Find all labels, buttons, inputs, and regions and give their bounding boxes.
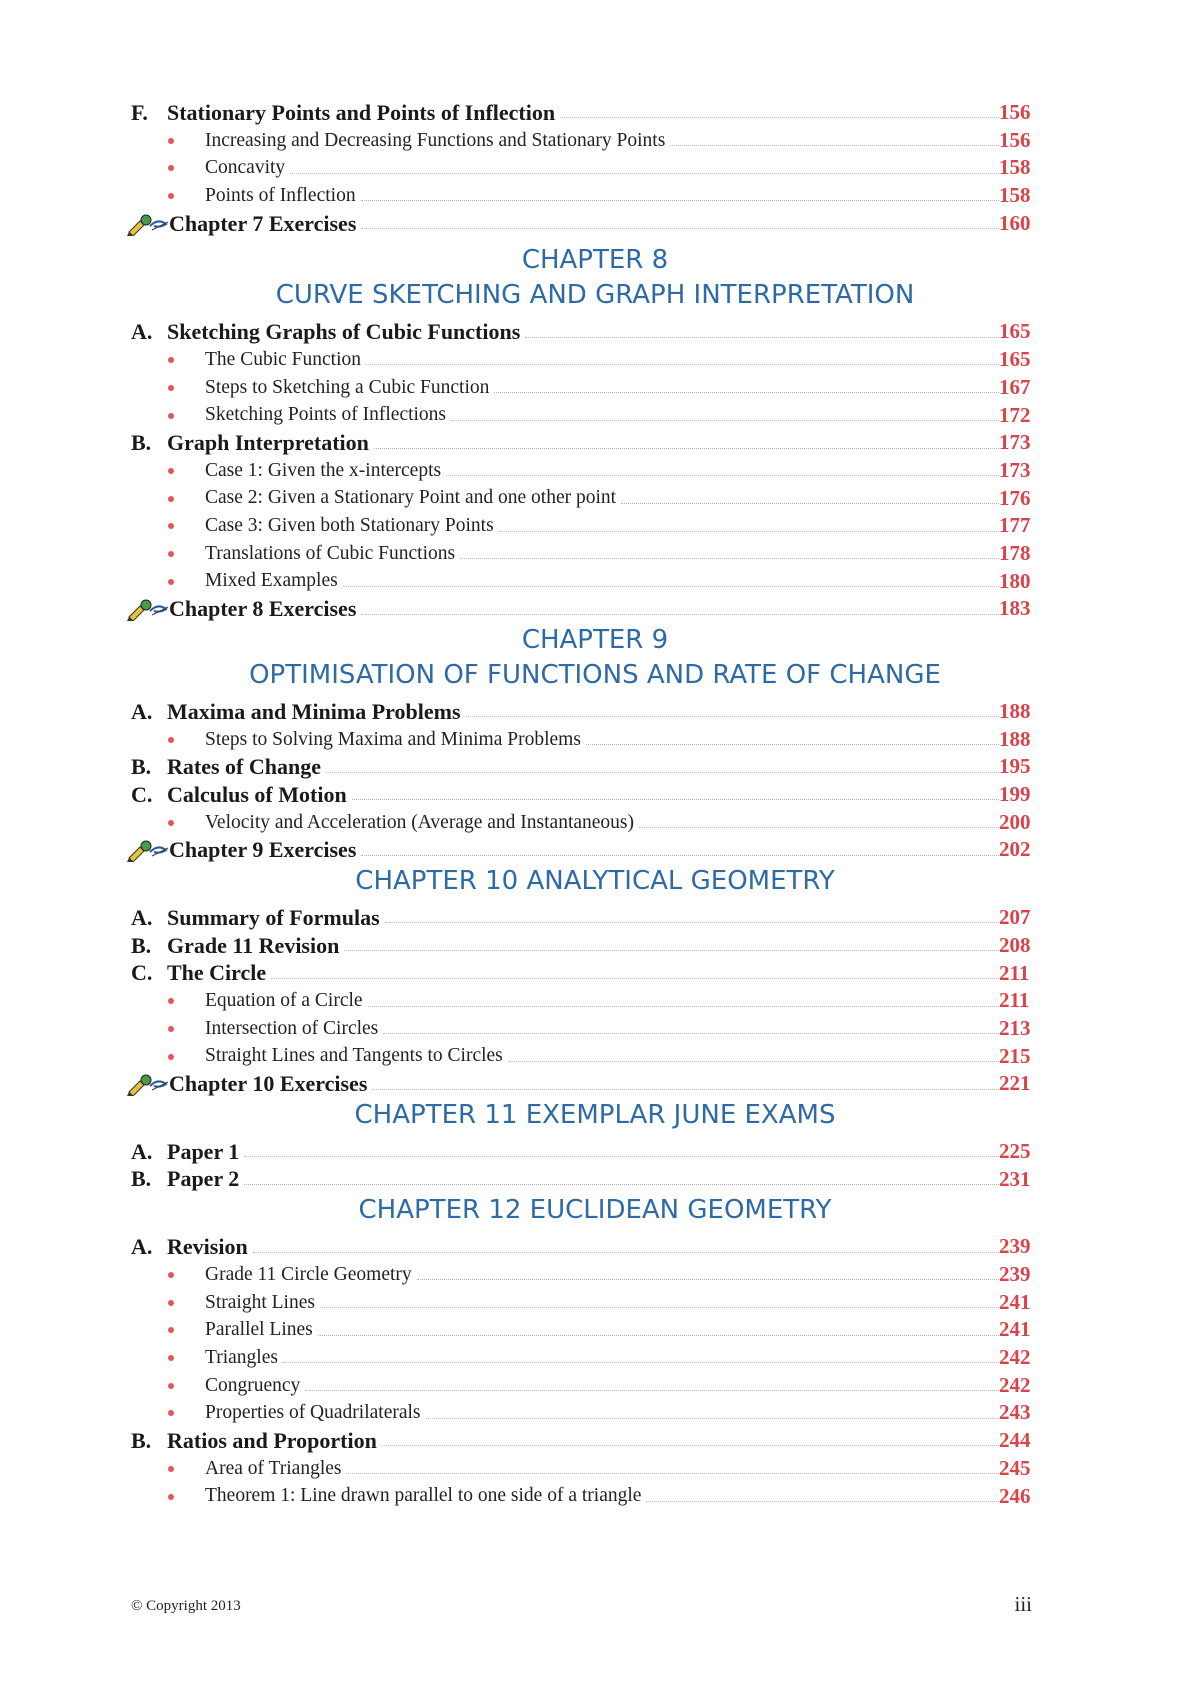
entry-title: Concavity	[205, 157, 286, 179]
bullet-dot-icon	[168, 1466, 174, 1472]
dot-leader	[361, 200, 999, 201]
bullet-dot-icon	[168, 1054, 174, 1060]
entry-title: Steps to Sketching a Cubic Function	[205, 376, 490, 398]
section-letter: B.	[131, 754, 152, 780]
toc-subsection-entry[interactable]: Case 3: Given both Stationary Points 177	[0, 512, 1190, 540]
section-letter: A.	[131, 1138, 153, 1164]
toc-section-entry[interactable]: C. Calculus of Motion 199	[131, 781, 1031, 807]
entry-title: Area of Triangles	[205, 1457, 342, 1479]
entry-title: Straight Lines	[205, 1291, 315, 1313]
dot-leader	[670, 145, 999, 146]
bullet-dot-icon	[168, 193, 174, 199]
bullet-dot-icon	[168, 523, 174, 529]
toc-exercises-entry[interactable]: Chapter 9 Exercises 202	[0, 836, 1190, 864]
dot-leader	[320, 1307, 999, 1308]
dot-leader	[639, 827, 999, 828]
bullet-dot-icon	[168, 1383, 174, 1389]
toc-section-entry[interactable]: F. Stationary Points and Points of Inflection 156	[131, 99, 1031, 125]
section-letter: F.	[131, 99, 148, 125]
toc-section-entry[interactable]: B. Paper 2 231	[131, 1166, 1031, 1192]
bullet-dot-icon	[168, 468, 174, 474]
toc-subsection-entry[interactable]: Straight Lines 241	[0, 1289, 1190, 1317]
dot-leader	[417, 1279, 999, 1280]
toc-section-entry[interactable]: B. Ratios and Proportion 244	[131, 1427, 1031, 1453]
toc-section-entry[interactable]: B. Rates of Change 195	[131, 754, 1031, 780]
toc-subsection-entry[interactable]: Sketching Points of Inflections 172	[0, 402, 1190, 430]
dot-leader	[361, 614, 999, 615]
entry-title: The Circle	[167, 960, 267, 986]
toc-section-entry[interactable]: B. Grade 11 Revision 208	[131, 932, 1031, 958]
section-letter: A.	[131, 1234, 153, 1260]
toc-subsection-entry[interactable]: Translations of Cubic Functions 178	[0, 540, 1190, 568]
toc-exercises-entry[interactable]: Chapter 10 Exercises 221	[0, 1070, 1190, 1098]
dot-leader	[244, 1184, 999, 1185]
toc-subsection-entry[interactable]: Area of Triangles 245	[0, 1455, 1190, 1483]
toc-section-entry[interactable]: A. Revision 239	[131, 1234, 1031, 1260]
toc-section-entry[interactable]: C. The Circle 211	[131, 960, 1030, 986]
entry-title: Increasing and Decreasing Functions and Stationary Points	[205, 129, 666, 151]
entry-title: Triangles	[205, 1346, 278, 1368]
table-of-contents	[0, 99, 1190, 1510]
toc-exercises-entry[interactable]: Chapter 7 Exercises 160	[0, 210, 1190, 238]
copyright-notice: © Copyright 2013	[131, 1598, 241, 1614]
dot-leader	[352, 799, 999, 800]
entry-title: Properties of Quadrilaterals	[205, 1402, 421, 1424]
chapter-heading	[0, 1098, 1190, 1133]
toc-subsection-entry[interactable]: Points of Inflection 158	[0, 182, 1190, 210]
entry-title: Grade 11 Revision	[167, 932, 340, 958]
dot-leader	[343, 586, 999, 587]
bullet-dot-icon	[168, 820, 174, 826]
dot-leader	[508, 1061, 999, 1062]
entry-title: Calculus of Motion	[167, 781, 347, 807]
bullet-dot-icon	[168, 385, 174, 391]
toc-section-entry[interactable]: A. Paper 1 225	[131, 1138, 1031, 1164]
entry-title: Translations of Cubic Functions	[205, 542, 456, 564]
section-letter: C.	[131, 781, 153, 807]
dot-leader	[271, 978, 999, 979]
bullet-dot-icon	[168, 138, 174, 144]
entry-title: Paper 2	[167, 1166, 240, 1192]
entry-title: Case 3: Given both Stationary Points	[205, 515, 494, 537]
dot-leader	[446, 475, 999, 476]
dot-leader	[426, 1418, 999, 1419]
entry-title: Sketching Points of Inflections	[205, 404, 447, 426]
entry-title: Theorem 1: Line drawn parallel to one side of a triangle	[205, 1485, 642, 1507]
chapter-heading-line: CHAPTER 12 EUCLIDEAN GEOMETRY	[358, 1195, 832, 1226]
dot-leader	[460, 558, 999, 559]
toc-subsection-entry[interactable]: Properties of Quadrilaterals 243	[0, 1399, 1190, 1427]
entry-title: Congruency	[205, 1374, 301, 1396]
entry-title: Case 2: Given a Stationary Point and one other point	[205, 487, 617, 509]
toc-subsection-entry[interactable]: Straight Lines and Tangents to Circles 215	[0, 1043, 1190, 1071]
dot-leader	[244, 1156, 999, 1157]
toc-subsection-entry[interactable]: Grade 11 Circle Geometry 239	[0, 1261, 1190, 1289]
dot-leader	[525, 337, 999, 338]
toc-subsection-entry[interactable]: Increasing and Decreasing Functions and Stationary Points 156	[0, 127, 1190, 155]
toc-subsection-entry[interactable]: The Cubic Function 165	[0, 346, 1190, 374]
dot-leader	[646, 1501, 999, 1502]
entry-title: Chapter 7 Exercises	[169, 210, 357, 236]
dot-leader	[361, 855, 999, 856]
toc-subsection-entry[interactable]: Case 1: Given the x-intercepts 173	[0, 457, 1190, 485]
bullet-dot-icon	[168, 1327, 174, 1333]
pencil-writing-icon	[126, 838, 170, 862]
chapter-heading	[0, 1193, 1190, 1228]
entry-title: Summary of Formulas	[167, 904, 380, 930]
dot-leader	[374, 448, 999, 449]
toc-subsection-entry[interactable]: Congruency 242	[0, 1372, 1190, 1400]
dot-leader	[621, 503, 999, 504]
entry-title: Velocity and Acceleration (Average and Instantaneous)	[205, 811, 634, 833]
entry-title: Ratios and Proportion	[167, 1427, 377, 1453]
dot-leader	[253, 1252, 999, 1253]
entry-title: Chapter 8 Exercises	[169, 596, 357, 622]
entry-title: Graph Interpretation	[167, 430, 369, 456]
dot-leader	[382, 1445, 999, 1446]
pencil-writing-icon	[126, 597, 170, 621]
toc-subsection-entry[interactable]: Concavity 158	[0, 154, 1190, 182]
entry-title: Equation of a Circle	[205, 990, 363, 1012]
toc-section-entry[interactable]: B. Graph Interpretation 173	[131, 430, 1031, 456]
entry-title: Paper 1	[167, 1138, 240, 1164]
entry-title: Straight Lines and Tangents to Circles	[205, 1045, 503, 1067]
bullet-dot-icon	[168, 998, 174, 1004]
bullet-dot-icon	[168, 1272, 174, 1278]
page-number: iii	[1014, 1592, 1032, 1616]
entry-title: Parallel Lines	[205, 1319, 313, 1341]
entry-title: Revision	[167, 1234, 248, 1260]
dot-leader	[361, 228, 999, 229]
dot-leader	[368, 1006, 999, 1007]
toc-section-entry[interactable]: A. Summary of Formulas 207	[131, 904, 1031, 930]
dot-leader	[305, 1390, 999, 1391]
chapter-heading-line: OPTIMISATION OF FUNCTIONS AND RATE OF CHANGE	[249, 660, 941, 690]
toc-subsection-entry[interactable]: Intersection of Circles 213	[0, 1015, 1190, 1043]
dot-leader	[326, 772, 999, 773]
bullet-dot-icon	[168, 551, 174, 557]
toc-subsection-entry[interactable]: Mixed Examples 180	[0, 568, 1190, 596]
entry-title: Sketching Graphs of Cubic Functions	[167, 319, 521, 345]
dot-leader	[283, 1362, 999, 1363]
entry-title: Case 1: Given the x-intercepts	[205, 459, 442, 481]
dot-leader	[383, 1033, 999, 1034]
entry-title: Chapter 10 Exercises	[169, 1071, 368, 1097]
toc-subsection-entry[interactable]: Velocity and Acceleration (Average and Instantaneous) 200	[0, 809, 1190, 837]
dot-leader	[344, 950, 999, 951]
toc-subsection-entry[interactable]: Steps to Sketching a Cubic Function 167	[0, 374, 1190, 402]
dot-leader	[290, 173, 999, 174]
bullet-dot-icon	[168, 1026, 174, 1032]
dot-leader	[451, 420, 999, 421]
toc-exercises-entry[interactable]: Chapter 8 Exercises 183	[0, 595, 1190, 623]
entry-title: Stationary Points and Points of Inflection	[167, 99, 556, 125]
entry-title: Maxima and Minima Problems	[167, 698, 461, 724]
bullet-dot-icon	[168, 1300, 174, 1306]
dot-leader	[366, 364, 999, 365]
bullet-dot-icon	[168, 496, 174, 502]
dot-leader	[499, 531, 999, 532]
dot-leader	[586, 744, 999, 745]
bullet-dot-icon	[168, 1410, 174, 1416]
toc-subsection-entry[interactable]: Triangles 242	[0, 1344, 1190, 1372]
dot-leader	[466, 716, 999, 717]
entry-title: Steps to Solving Maxima and Minima Problems	[205, 728, 581, 750]
section-letter: A.	[131, 698, 153, 724]
bullet-dot-icon	[168, 165, 174, 171]
entry-title: The Cubic Function	[205, 348, 361, 370]
bullet-dot-icon	[168, 579, 174, 585]
toc-subsection-entry[interactable]: Steps to Solving Maxima and Minima Problems 188	[0, 726, 1190, 754]
toc-subsection-entry[interactable]: Parallel Lines 241	[0, 1316, 1190, 1344]
dot-leader	[385, 922, 999, 923]
dot-leader	[318, 1335, 999, 1336]
chapter-heading	[0, 623, 1190, 693]
chapter-heading-line: CHAPTER 11 EXEMPLAR JUNE EXAMS	[354, 1099, 836, 1130]
toc-subsection-entry[interactable]: Case 2: Given a Stationary Point and one other point 176	[0, 485, 1190, 513]
toc-subsection-entry[interactable]: Equation of a Circle 211	[0, 987, 1190, 1015]
bullet-dot-icon	[168, 357, 174, 363]
dot-leader	[346, 1473, 999, 1474]
section-letter: A.	[131, 904, 153, 930]
chapter-heading-line: CURVE SKETCHING AND GRAPH INTERPRETATION	[275, 280, 915, 311]
toc-section-entry[interactable]: A. Sketching Graphs of Cubic Functions 165	[131, 319, 1031, 345]
entry-title: Mixed Examples	[205, 570, 338, 592]
dot-leader	[560, 117, 999, 118]
chapter-heading-line: CHAPTER 10 ANALYTICAL GEOMETRY	[355, 866, 835, 897]
entry-title: Grade 11 Circle Geometry	[205, 1263, 412, 1285]
pencil-writing-icon	[126, 212, 170, 236]
chapter-heading-line: CHAPTER 8	[521, 245, 669, 276]
bullet-dot-icon	[168, 737, 174, 743]
toc-section-entry[interactable]: A. Maxima and Minima Problems 188	[131, 698, 1031, 724]
chapter-heading	[0, 864, 1190, 899]
section-letter: B.	[131, 1427, 152, 1453]
section-letter: B.	[131, 932, 152, 958]
chapter-heading-line: CHAPTER 9	[521, 625, 669, 655]
entry-title: Chapter 9 Exercises	[169, 837, 357, 863]
entry-title: Points of Inflection	[205, 184, 356, 206]
chapter-heading	[0, 237, 1190, 313]
dot-leader	[372, 1089, 999, 1090]
pencil-writing-icon	[126, 1072, 170, 1096]
bullet-dot-icon	[168, 1355, 174, 1361]
bullet-dot-icon	[168, 413, 174, 419]
section-letter: A.	[131, 319, 153, 345]
dot-leader	[494, 392, 999, 393]
section-letter: B.	[131, 430, 152, 456]
entry-title: Rates of Change	[167, 754, 321, 780]
section-letter: C.	[131, 960, 153, 986]
bullet-dot-icon	[168, 1494, 174, 1500]
entry-title: Intersection of Circles	[205, 1017, 379, 1039]
section-letter: B.	[131, 1166, 152, 1192]
toc-subsection-entry[interactable]: Theorem 1: Line drawn parallel to one side of a triangle 246	[0, 1483, 1190, 1511]
